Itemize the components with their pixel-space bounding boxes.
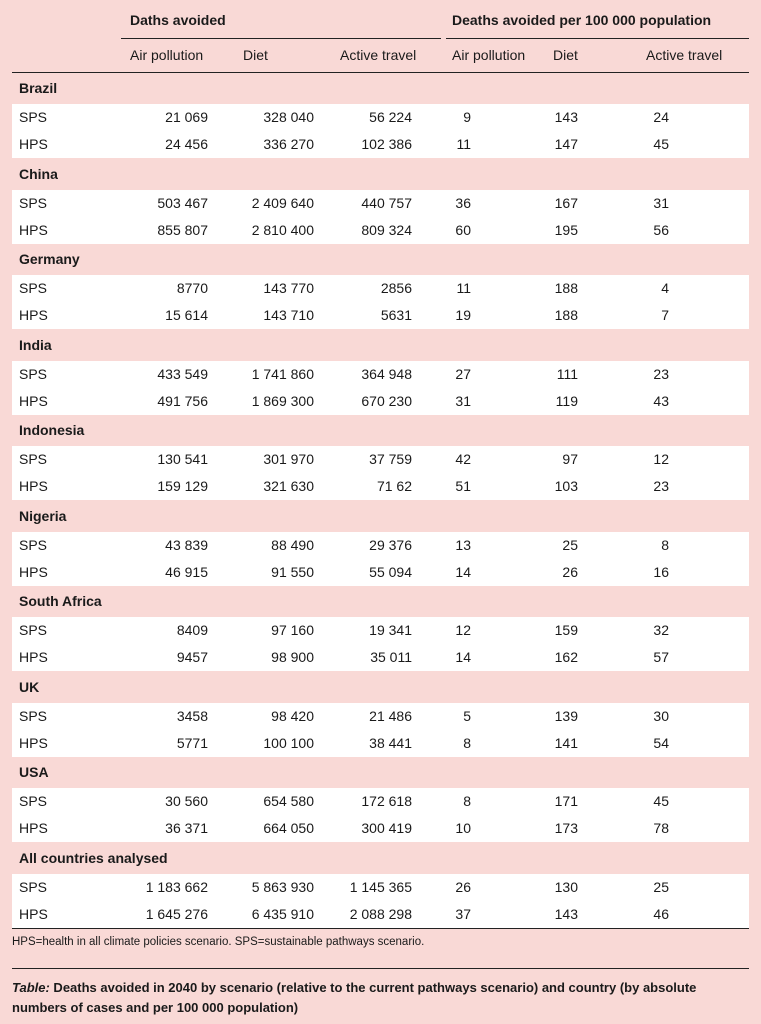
value-cell: 23	[653, 365, 669, 382]
scenario-label: SPS	[19, 793, 48, 809]
value-cell: 30	[653, 707, 669, 724]
value-cell: 21 069	[165, 109, 208, 125]
value-cell: 8409	[176, 622, 208, 638]
value-cell: 14	[455, 649, 471, 665]
value-cell: 16	[653, 563, 669, 580]
value-cell: 23	[653, 478, 669, 494]
value-cell: 8	[463, 734, 471, 751]
scenario-label: SPS	[19, 536, 48, 553]
table-row	[0, 874, 761, 901]
value-cell: 56 224	[369, 109, 412, 125]
scenario-label: SPS	[19, 194, 48, 211]
value-cell: 55 094	[369, 563, 412, 580]
value-cell: 46 915	[165, 563, 208, 580]
value-cell: 46	[653, 905, 669, 922]
value-cell: 45	[653, 136, 669, 152]
value-cell: 1 741 860	[251, 365, 314, 382]
value-cell: 328 040	[263, 109, 314, 125]
value-cell: 25	[653, 878, 669, 895]
value-cell: 35 011	[370, 649, 412, 665]
country-heading: Germany	[19, 251, 80, 267]
value-cell: 100 100	[263, 734, 314, 751]
value-cell: 8770	[176, 280, 208, 296]
header-rule-left	[121, 38, 441, 39]
value-cell: 36	[455, 194, 471, 211]
country-heading: Nigeria	[19, 507, 67, 524]
table-row	[0, 361, 761, 388]
value-cell: 42	[455, 451, 471, 467]
value-cell: 43	[653, 392, 669, 409]
value-cell: 364 948	[361, 365, 412, 382]
table-row	[0, 275, 761, 302]
value-cell: 97 160	[271, 622, 314, 638]
country-heading: USA	[19, 764, 49, 780]
scenario-label: HPS	[19, 649, 48, 665]
value-cell: 143	[554, 905, 578, 922]
value-cell: 102 386	[361, 136, 412, 152]
value-cell: 1 183 662	[145, 878, 208, 895]
value-cell: 19 341	[369, 622, 412, 638]
value-cell: 130 541	[157, 451, 208, 467]
table-row	[0, 131, 761, 158]
table-row	[0, 302, 761, 329]
table-row	[0, 388, 761, 415]
scenario-label: HPS	[19, 392, 48, 409]
table-row	[0, 815, 761, 842]
scenario-label: SPS	[19, 622, 48, 638]
value-cell: 43 839	[165, 536, 208, 553]
value-cell: 1 869 300	[251, 392, 314, 409]
header-deaths-avoided: Daths avoided	[130, 12, 226, 28]
value-cell: 4	[661, 280, 669, 296]
value-cell: 2 088 298	[349, 905, 412, 922]
value-cell: 147	[554, 136, 578, 152]
value-cell: 503 467	[157, 194, 208, 211]
scenario-label: HPS	[19, 734, 48, 751]
value-cell: 37	[455, 905, 471, 922]
value-cell: 5 863 930	[251, 878, 314, 895]
table-row	[0, 901, 761, 928]
country-heading: China	[19, 165, 58, 182]
value-cell: 3458	[176, 707, 208, 724]
scenario-label: SPS	[19, 109, 48, 125]
scenario-label: HPS	[19, 136, 48, 152]
value-cell: 321 630	[263, 478, 314, 494]
value-cell: 173	[554, 820, 578, 836]
country-heading: All countries analysed	[19, 849, 168, 866]
table-row	[0, 644, 761, 671]
scenario-label: SPS	[19, 878, 48, 895]
value-cell: 5771	[176, 734, 208, 751]
scenario-label: SPS	[19, 707, 48, 724]
value-cell: 12	[455, 622, 471, 638]
country-heading: Brazil	[19, 80, 58, 96]
scenario-label: HPS	[19, 905, 48, 922]
value-cell: 336 270	[263, 136, 314, 152]
column-header-rule	[12, 72, 749, 73]
value-cell: 45	[653, 793, 669, 809]
value-cell: 9457	[176, 649, 208, 665]
value-cell: 1 645 276	[145, 905, 208, 922]
country-heading: South Africa	[19, 593, 102, 609]
value-cell: 78	[653, 820, 669, 836]
value-cell: 2856	[380, 280, 412, 296]
value-cell: 159 129	[157, 478, 208, 494]
scenario-label: SPS	[19, 365, 48, 382]
value-cell: 167	[554, 194, 578, 211]
value-cell: 11	[456, 280, 471, 296]
value-cell: 10	[455, 820, 471, 836]
scenario-label: HPS	[19, 307, 48, 323]
value-cell: 9	[463, 109, 471, 125]
value-cell: 143 770	[263, 280, 314, 296]
value-cell: 654 580	[263, 793, 314, 809]
value-cell: 300 419	[361, 820, 412, 836]
value-cell: 32	[653, 622, 669, 638]
value-cell: 31	[455, 392, 471, 409]
value-cell: 172 618	[361, 793, 412, 809]
value-cell: 139	[554, 707, 578, 724]
header-deaths-per-100000: Deaths avoided per 100 000 population	[452, 12, 712, 28]
table-caption	[12, 978, 742, 1018]
value-cell: 5	[463, 707, 471, 724]
value-cell: 27	[455, 365, 471, 382]
col-header-air-pollution-rate: Air pollution	[452, 47, 526, 63]
value-cell: 1 145 365	[349, 878, 412, 895]
value-cell: 21 486	[369, 707, 412, 724]
value-cell: 141	[554, 734, 578, 751]
value-cell: 24	[653, 109, 669, 125]
value-cell: 491 756	[157, 392, 208, 409]
value-cell: 103	[554, 478, 578, 494]
table-row	[0, 617, 761, 644]
table-row	[0, 703, 761, 730]
value-cell: 809 324	[361, 221, 412, 238]
value-cell: 38 441	[369, 734, 412, 751]
scenario-label: HPS	[19, 478, 48, 494]
value-cell: 98 900	[271, 649, 314, 665]
scenario-label: HPS	[19, 563, 48, 580]
scenario-label: HPS	[19, 820, 48, 836]
value-cell: 91 550	[271, 563, 314, 580]
footnote: HPS=health in all climate policies scenario. SPS=sustainable pathways scenario.	[12, 936, 425, 948]
value-cell: 51	[455, 478, 471, 494]
value-cell: 57	[653, 649, 669, 665]
value-cell: 171	[554, 793, 578, 809]
country-heading: India	[19, 336, 52, 353]
table-row	[0, 788, 761, 815]
table-row	[0, 559, 761, 586]
value-cell: 143	[554, 109, 578, 125]
value-cell: 15 614	[165, 307, 208, 323]
value-cell: 111	[556, 365, 578, 382]
value-cell: 98 420	[271, 707, 314, 724]
value-cell: 670 230	[361, 392, 412, 409]
value-cell: 188	[554, 307, 578, 323]
value-cell: 855 807	[157, 221, 208, 238]
scenario-label: SPS	[19, 451, 48, 467]
value-cell: 25	[562, 536, 578, 553]
value-cell: 159	[554, 622, 578, 638]
col-header-active-travel: Active travel	[340, 47, 417, 63]
value-cell: 11	[456, 136, 471, 152]
value-cell: 433 549	[157, 365, 208, 382]
caption-rule	[12, 968, 749, 969]
table-row	[0, 217, 761, 244]
scenario-label: SPS	[19, 280, 48, 296]
value-cell: 2 409 640	[251, 194, 314, 211]
value-cell: 26	[562, 563, 578, 580]
value-cell: 664 050	[263, 820, 314, 836]
value-cell: 2 810 400	[251, 221, 314, 238]
value-cell: 119	[555, 392, 578, 409]
caption-lead: Table:	[12, 980, 50, 995]
value-cell: 37 759	[369, 451, 412, 467]
value-cell: 30 560	[165, 793, 208, 809]
value-cell: 162	[554, 649, 578, 665]
value-cell: 8	[463, 793, 471, 809]
col-header-active-travel-rate: Active travel	[646, 47, 723, 63]
value-cell: 188	[554, 280, 578, 296]
value-cell: 29 376	[369, 536, 412, 553]
table-row	[0, 473, 761, 500]
value-cell: 301 970	[263, 451, 314, 467]
col-header-diet-rate: Diet	[553, 47, 578, 63]
value-cell: 60	[455, 221, 471, 238]
country-heading: Indonesia	[19, 422, 85, 438]
value-cell: 26	[455, 878, 471, 895]
value-cell: 14	[455, 563, 471, 580]
value-cell: 5631	[380, 307, 412, 323]
value-cell: 24 456	[165, 136, 208, 152]
table-row	[0, 104, 761, 131]
header-rule-right	[446, 38, 749, 39]
country-heading: UK	[19, 678, 40, 695]
scenario-label: HPS	[19, 221, 48, 238]
value-cell: 56	[653, 221, 669, 238]
value-cell: 8	[661, 536, 669, 553]
caption-text: Deaths avoided in 2040 by scenario (relative to the current pathways scenario) and country (by absolute numbers of cases and per 100 000 population)	[12, 980, 697, 1015]
value-cell: 13	[455, 536, 471, 553]
value-cell: 19	[455, 307, 471, 323]
value-cell: 88 490	[271, 536, 314, 553]
value-cell: 97	[562, 451, 578, 467]
table-row	[0, 446, 761, 473]
table-bottom-rule	[12, 928, 749, 929]
value-cell: 440 757	[361, 194, 412, 211]
col-header-air-pollution: Air pollution	[130, 47, 204, 63]
col-header-diet: Diet	[243, 47, 268, 63]
value-cell: 130	[554, 878, 578, 895]
value-cell: 7	[661, 307, 669, 323]
table-row	[0, 532, 761, 559]
value-cell: 54	[653, 734, 669, 751]
value-cell: 36 371	[165, 820, 208, 836]
value-cell: 143 710	[263, 307, 314, 323]
table-row	[0, 190, 761, 217]
value-cell: 195	[554, 221, 578, 238]
value-cell: 71 62	[376, 478, 412, 494]
value-cell: 6 435 910	[251, 905, 314, 922]
table-row	[0, 730, 761, 757]
value-cell: 12	[653, 451, 669, 467]
value-cell: 31	[653, 194, 669, 211]
